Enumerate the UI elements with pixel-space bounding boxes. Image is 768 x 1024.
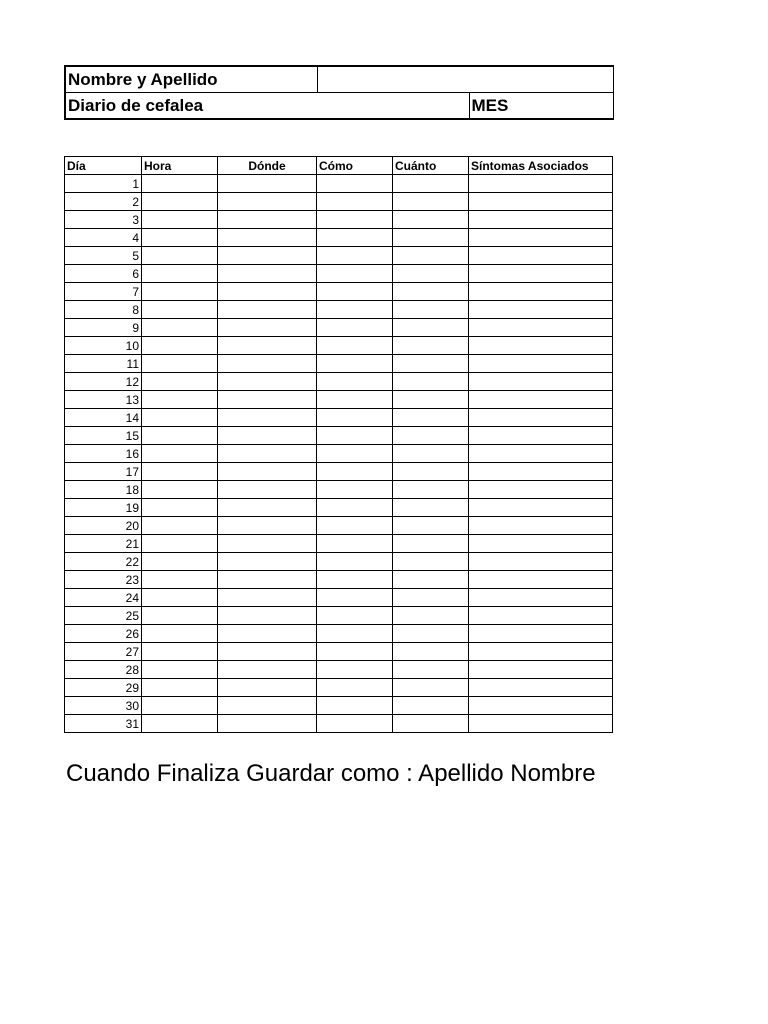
table-row xyxy=(65,175,613,193)
hora-cell[interactable] xyxy=(142,229,218,247)
sintomas-cell[interactable] xyxy=(469,589,613,607)
como-cell[interactable] xyxy=(317,355,393,373)
sintomas-cell[interactable] xyxy=(469,229,613,247)
cuanto-cell[interactable] xyxy=(393,283,469,301)
hora-cell[interactable] xyxy=(142,427,218,445)
day-number: 16 xyxy=(65,445,142,463)
column-header-sintomas: Síntomas Asociados xyxy=(469,157,613,175)
hora-cell[interactable] xyxy=(142,715,218,733)
day-number: 21 xyxy=(65,535,142,553)
table-row xyxy=(65,301,613,319)
donde-cell[interactable] xyxy=(218,571,317,589)
como-cell[interactable] xyxy=(317,337,393,355)
day-number: 3 xyxy=(65,211,142,229)
donde-cell[interactable] xyxy=(218,643,317,661)
sintomas-cell[interactable] xyxy=(469,697,613,715)
table-header-row xyxy=(65,157,613,175)
table-row xyxy=(65,319,613,337)
day-number: 12 xyxy=(65,373,142,391)
table-row xyxy=(65,553,613,571)
cuanto-cell[interactable] xyxy=(393,607,469,625)
donde-cell[interactable] xyxy=(218,355,317,373)
table-row xyxy=(65,463,613,481)
sintomas-cell[interactable] xyxy=(469,193,613,211)
month-label: MES xyxy=(471,95,509,115)
day-number: 30 xyxy=(65,697,142,715)
table-row xyxy=(65,535,613,553)
como-cell[interactable] xyxy=(317,679,393,697)
hora-cell[interactable] xyxy=(142,355,218,373)
sintomas-cell[interactable] xyxy=(469,373,613,391)
day-number: 5 xyxy=(65,247,142,265)
hora-cell[interactable] xyxy=(142,517,218,535)
hora-cell[interactable] xyxy=(142,247,218,265)
column-header-hora: Hora xyxy=(142,157,218,175)
day-number: 11 xyxy=(65,355,142,373)
hora-cell[interactable] xyxy=(142,373,218,391)
cuanto-cell[interactable] xyxy=(393,679,469,697)
hora-cell[interactable] xyxy=(142,211,218,229)
table-row xyxy=(65,355,613,373)
header-block xyxy=(64,65,614,120)
donde-cell[interactable] xyxy=(218,283,317,301)
sintomas-cell[interactable] xyxy=(469,445,613,463)
sintomas-cell[interactable] xyxy=(469,715,613,733)
table-row xyxy=(65,193,613,211)
sintomas-cell[interactable] xyxy=(469,319,613,337)
day-number: 10 xyxy=(65,337,142,355)
day-number: 23 xyxy=(65,571,142,589)
table-row xyxy=(65,373,613,391)
donde-cell[interactable] xyxy=(218,679,317,697)
day-number: 27 xyxy=(65,643,142,661)
donde-cell[interactable] xyxy=(218,265,317,283)
headache-diary-table xyxy=(64,156,613,733)
day-number: 4 xyxy=(65,229,142,247)
day-number: 31 xyxy=(65,715,142,733)
cuanto-cell[interactable] xyxy=(393,409,469,427)
day-number: 1 xyxy=(65,175,142,193)
como-cell[interactable] xyxy=(317,445,393,463)
como-cell[interactable] xyxy=(317,535,393,553)
table-row xyxy=(65,391,613,409)
hora-cell[interactable] xyxy=(142,571,218,589)
diary-title: Diario de cefalea xyxy=(65,93,469,120)
donde-cell[interactable] xyxy=(218,211,317,229)
table-body xyxy=(65,175,613,733)
cuanto-cell[interactable] xyxy=(393,463,469,481)
como-cell[interactable] xyxy=(317,265,393,283)
como-cell[interactable] xyxy=(317,517,393,535)
como-cell[interactable] xyxy=(317,391,393,409)
donde-cell[interactable] xyxy=(218,319,317,337)
table-row xyxy=(65,661,613,679)
como-cell[interactable] xyxy=(317,661,393,679)
name-label: Nombre y Apellido xyxy=(65,66,317,93)
sintomas-cell[interactable] xyxy=(469,265,613,283)
como-cell[interactable] xyxy=(317,625,393,643)
cuanto-cell[interactable] xyxy=(393,355,469,373)
cuanto-cell[interactable] xyxy=(393,301,469,319)
hora-cell[interactable] xyxy=(142,301,218,319)
sintomas-cell[interactable] xyxy=(469,427,613,445)
hora-cell[interactable] xyxy=(142,589,218,607)
cuanto-cell[interactable] xyxy=(393,373,469,391)
table-row xyxy=(65,265,613,283)
day-number: 6 xyxy=(65,265,142,283)
hora-cell[interactable] xyxy=(142,193,218,211)
como-cell[interactable] xyxy=(317,499,393,517)
sintomas-cell[interactable] xyxy=(469,175,613,193)
donde-cell[interactable] xyxy=(218,247,317,265)
cuanto-cell[interactable] xyxy=(393,517,469,535)
donde-cell[interactable] xyxy=(218,373,317,391)
day-number: 2 xyxy=(65,193,142,211)
cuanto-cell[interactable] xyxy=(393,337,469,355)
day-number: 28 xyxy=(65,661,142,679)
table-row xyxy=(65,607,613,625)
donde-cell[interactable] xyxy=(218,391,317,409)
cuanto-cell[interactable] xyxy=(393,499,469,517)
day-number: 19 xyxy=(65,499,142,517)
como-cell[interactable] xyxy=(317,643,393,661)
hora-cell[interactable] xyxy=(142,499,218,517)
hora-cell[interactable] xyxy=(142,319,218,337)
hora-cell[interactable] xyxy=(142,679,218,697)
cuanto-cell[interactable] xyxy=(393,481,469,499)
table-row xyxy=(65,643,613,661)
day-number: 24 xyxy=(65,589,142,607)
sintomas-cell[interactable] xyxy=(469,499,613,517)
sintomas-cell[interactable] xyxy=(469,553,613,571)
table-row xyxy=(65,283,613,301)
donde-cell[interactable] xyxy=(218,445,317,463)
donde-cell[interactable] xyxy=(218,697,317,715)
cuanto-cell[interactable] xyxy=(393,697,469,715)
cuanto-cell[interactable] xyxy=(393,229,469,247)
como-cell[interactable] xyxy=(317,229,393,247)
day-number: 17 xyxy=(65,463,142,481)
donde-cell[interactable] xyxy=(218,661,317,679)
donde-cell[interactable] xyxy=(218,337,317,355)
table-row xyxy=(65,247,613,265)
sintomas-cell[interactable] xyxy=(469,679,613,697)
cuanto-cell[interactable] xyxy=(393,661,469,679)
sintomas-cell[interactable] xyxy=(469,643,613,661)
como-cell[interactable] xyxy=(317,589,393,607)
hora-cell[interactable] xyxy=(142,409,218,427)
day-number: 25 xyxy=(65,607,142,625)
hora-cell[interactable] xyxy=(142,481,218,499)
hora-cell[interactable] xyxy=(142,265,218,283)
como-cell[interactable] xyxy=(317,697,393,715)
day-number: 20 xyxy=(65,517,142,535)
hora-cell[interactable] xyxy=(142,607,218,625)
como-cell[interactable] xyxy=(317,409,393,427)
como-cell[interactable] xyxy=(317,193,393,211)
donde-cell[interactable] xyxy=(218,553,317,571)
table-row xyxy=(65,409,613,427)
day-number: 9 xyxy=(65,319,142,337)
donde-cell[interactable] xyxy=(218,301,317,319)
sintomas-cell[interactable] xyxy=(469,517,613,535)
hora-cell[interactable] xyxy=(142,463,218,481)
cuanto-cell[interactable] xyxy=(393,427,469,445)
donde-cell[interactable] xyxy=(218,175,317,193)
cuanto-cell[interactable] xyxy=(393,265,469,283)
como-cell[interactable] xyxy=(317,319,393,337)
cuanto-cell[interactable] xyxy=(393,247,469,265)
sintomas-cell[interactable] xyxy=(469,247,613,265)
cuanto-cell[interactable] xyxy=(393,643,469,661)
sintomas-cell[interactable] xyxy=(469,535,613,553)
day-number: 8 xyxy=(65,301,142,319)
donde-cell[interactable] xyxy=(218,589,317,607)
table-row xyxy=(65,481,613,499)
como-cell[interactable] xyxy=(317,481,393,499)
cuanto-cell[interactable] xyxy=(393,175,469,193)
donde-cell[interactable] xyxy=(218,229,317,247)
column-header-como: Cómo xyxy=(317,157,393,175)
cuanto-cell[interactable] xyxy=(393,319,469,337)
cuanto-cell[interactable] xyxy=(393,553,469,571)
hora-cell[interactable] xyxy=(142,283,218,301)
sintomas-cell[interactable] xyxy=(469,283,613,301)
hora-cell[interactable] xyxy=(142,661,218,679)
hora-cell[interactable] xyxy=(142,337,218,355)
como-cell[interactable] xyxy=(317,301,393,319)
sintomas-cell[interactable] xyxy=(469,571,613,589)
donde-cell[interactable] xyxy=(218,427,317,445)
cuanto-cell[interactable] xyxy=(393,445,469,463)
sintomas-cell[interactable] xyxy=(469,409,613,427)
sintomas-cell[interactable] xyxy=(469,211,613,229)
day-number: 7 xyxy=(65,283,142,301)
hora-cell[interactable] xyxy=(142,391,218,409)
como-cell[interactable] xyxy=(317,427,393,445)
month-cell[interactable] xyxy=(469,93,613,120)
day-number: 26 xyxy=(65,625,142,643)
table-row xyxy=(65,625,613,643)
table-row xyxy=(65,679,613,697)
como-cell[interactable] xyxy=(317,247,393,265)
cuanto-cell[interactable] xyxy=(393,193,469,211)
como-cell[interactable] xyxy=(317,373,393,391)
como-cell[interactable] xyxy=(317,715,393,733)
como-cell[interactable] xyxy=(317,211,393,229)
hora-cell[interactable] xyxy=(142,535,218,553)
day-number: 29 xyxy=(65,679,142,697)
como-cell[interactable] xyxy=(317,571,393,589)
donde-cell[interactable] xyxy=(218,517,317,535)
day-number: 15 xyxy=(65,427,142,445)
table-row xyxy=(65,589,613,607)
donde-cell[interactable] xyxy=(218,625,317,643)
table-row xyxy=(65,427,613,445)
sintomas-cell[interactable] xyxy=(469,301,613,319)
day-number: 22 xyxy=(65,553,142,571)
sintomas-cell[interactable] xyxy=(469,337,613,355)
donde-cell[interactable] xyxy=(218,409,317,427)
table-row xyxy=(65,211,613,229)
table-row xyxy=(65,697,613,715)
hora-cell[interactable] xyxy=(142,445,218,463)
sintomas-cell[interactable] xyxy=(469,625,613,643)
cuanto-cell[interactable] xyxy=(393,391,469,409)
cuanto-cell[interactable] xyxy=(393,715,469,733)
donde-cell[interactable] xyxy=(218,607,317,625)
day-number: 18 xyxy=(65,481,142,499)
day-number: 13 xyxy=(65,391,142,409)
table-row xyxy=(65,715,613,733)
table-row xyxy=(65,229,613,247)
table-row xyxy=(65,571,613,589)
donde-cell[interactable] xyxy=(218,481,317,499)
sintomas-cell[interactable] xyxy=(469,607,613,625)
hora-cell[interactable] xyxy=(142,175,218,193)
donde-cell[interactable] xyxy=(218,499,317,517)
sintomas-cell[interactable] xyxy=(469,661,613,679)
hora-cell[interactable] xyxy=(142,697,218,715)
day-number: 14 xyxy=(65,409,142,427)
cuanto-cell[interactable] xyxy=(393,625,469,643)
hora-cell[interactable] xyxy=(142,553,218,571)
cuanto-cell[interactable] xyxy=(393,571,469,589)
cuanto-cell[interactable] xyxy=(393,589,469,607)
column-header-cuanto: Cuánto xyxy=(393,157,469,175)
como-cell[interactable] xyxy=(317,553,393,571)
donde-cell[interactable] xyxy=(218,535,317,553)
table-row xyxy=(65,499,613,517)
cuanto-cell[interactable] xyxy=(393,535,469,553)
column-header-donde: Dónde xyxy=(218,157,317,175)
name-input-cell[interactable] xyxy=(317,66,613,93)
sintomas-cell[interactable] xyxy=(469,391,613,409)
como-cell[interactable] xyxy=(317,463,393,481)
sintomas-cell[interactable] xyxy=(469,355,613,373)
donde-cell[interactable] xyxy=(218,463,317,481)
hora-cell[interactable] xyxy=(142,625,218,643)
cuanto-cell[interactable] xyxy=(393,211,469,229)
como-cell[interactable] xyxy=(317,283,393,301)
sintomas-cell[interactable] xyxy=(469,481,613,499)
column-header-dia: Día xyxy=(65,157,142,175)
como-cell[interactable] xyxy=(317,607,393,625)
save-instructions: Cuando Finaliza Guardar como : Apellido Nombre xyxy=(66,760,596,787)
sintomas-cell[interactable] xyxy=(469,463,613,481)
hora-cell[interactable] xyxy=(142,643,218,661)
table-row xyxy=(65,517,613,535)
table-row xyxy=(65,445,613,463)
donde-cell[interactable] xyxy=(218,193,317,211)
table-row xyxy=(65,337,613,355)
donde-cell[interactable] xyxy=(218,715,317,733)
como-cell[interactable] xyxy=(317,175,393,193)
